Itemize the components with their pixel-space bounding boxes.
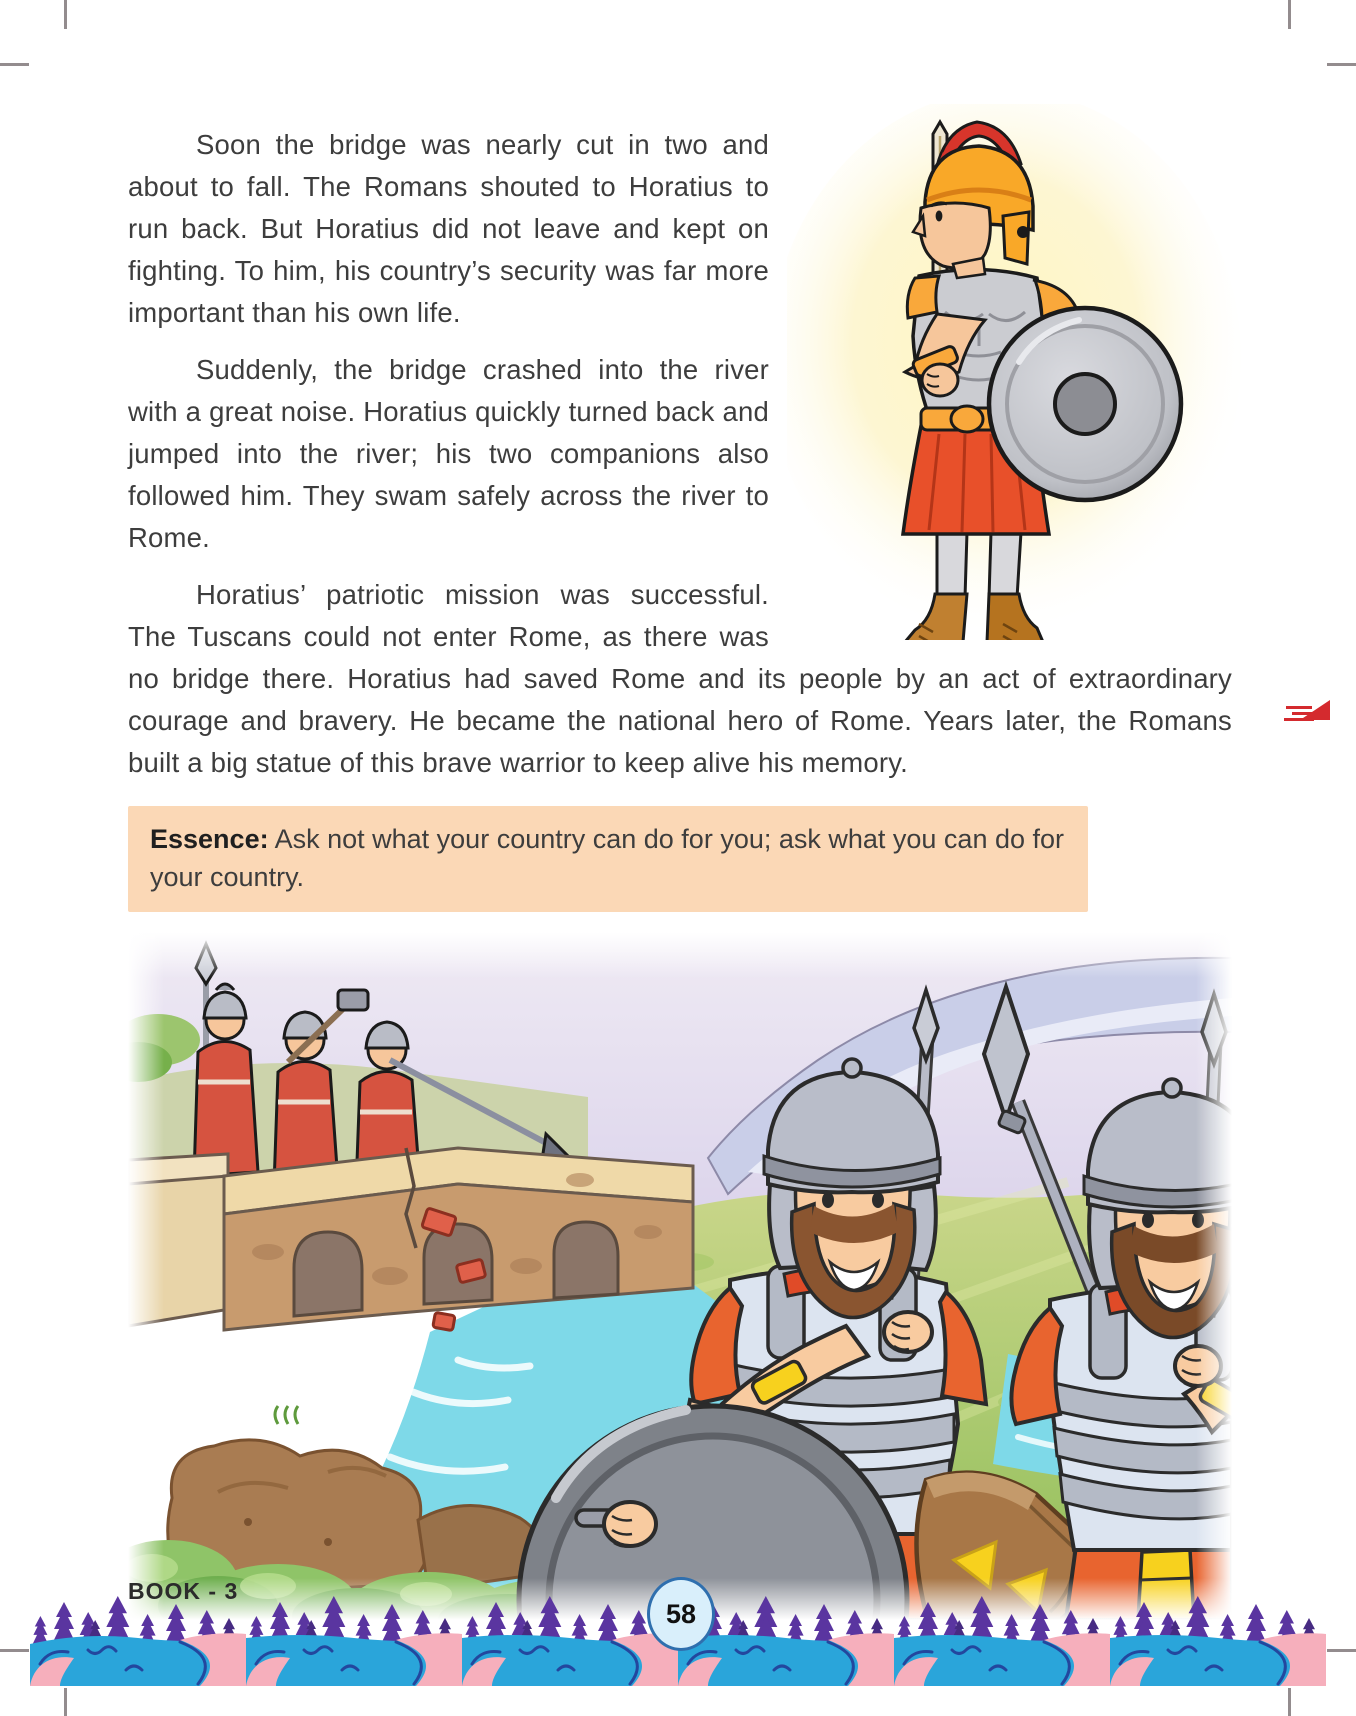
bridge-scene-illustration [128,932,1232,1620]
crop-mark [1288,0,1291,29]
crop-mark [0,63,29,66]
crop-mark [0,1649,29,1652]
essence-box [128,806,1088,912]
story-paragraph: Suddenly, the bridge crashed into the river with a great noise. Horatius quickly turned back and jumped into the river; his two companions also followed him. They swam safely across the river to Rome. [128,354,769,553]
essence-label: Essence: [150,824,269,854]
page-number-badge [647,1577,715,1651]
horatius-soldier-svg [787,104,1242,640]
story-content [128,124,1232,1620]
page-number: 58 [665,1598,697,1629]
crop-mark [1327,1649,1356,1652]
crop-mark [1327,63,1356,66]
story-paragraph: Soon the bridge was nearly cut in two and about to fall. The Romans shouted to Horatius to run back. But Horatius did not leave and kept on fighting. To him, his country’s security was far more important than his own life. [128,129,769,328]
round-shield [989,308,1181,500]
crop-mark [1288,1688,1291,1716]
story-paragraph: Horatius’ patriotic mission was successful. The Tuscans could not enter Rome, as there was no bridge there. Horatius had saved Rome and its people by an act of extraordinary courage and bravery. He became the national hero of Rome. Years later, the Romans built a big statue of this brave warrior to keep alive his memory. [128,579,1232,778]
crop-mark [64,0,67,29]
crop-mark [64,1688,67,1716]
book-label: BOOK - 3 [128,1578,239,1604]
red-flag-icon [1284,696,1334,726]
essence-text: Ask not what your country can do for you; ask what you can do for your country. [150,824,1065,892]
horatius-soldier-illustration [787,104,1242,640]
bridge-scene-svg [128,932,1232,1620]
